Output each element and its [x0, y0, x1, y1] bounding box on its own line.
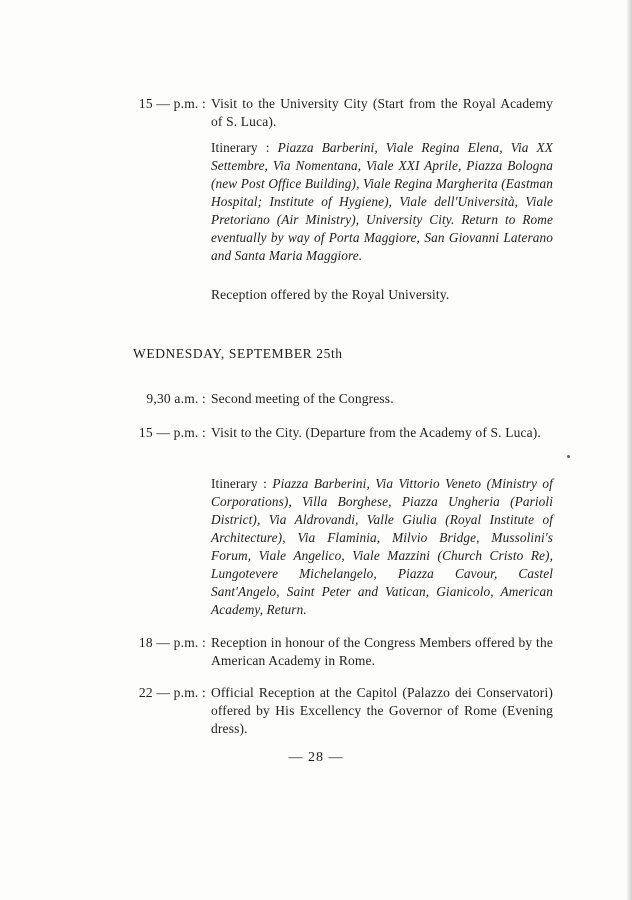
day-heading: WEDNESDAY, SEPTEMBER 25th: [133, 346, 343, 361]
entry-time: 15 — p.m. :: [138, 96, 206, 111]
itinerary-route: Piazza Barberini, Via Vittorio Veneto (Ministry of Corporations), Villa Borghese, Piazza Ungheria (Parioli District), Via Aldrovandi, Valle Giulia (Royal Institute of Architecture), Via Flaminia, Milvio Bridge, Mussolini's Forum, Viale Angelico, Viale Mazzini (Church Cristo Re), Lungotevere Michelangelo, Piazza Cavour, Castel Sant'Angelo, Saint Peter and Vatican, Gianicolo, American Academy, Return.: [211, 476, 553, 617]
entry-time: 18 — p.m. :: [138, 635, 206, 650]
entry-description: Visit to the University City (Start from the Royal Academy of S. Luca).: [211, 96, 553, 129]
paper-speck: [567, 455, 570, 458]
page-number: — 28 —: [288, 750, 344, 765]
itinerary-paragraph: [211, 139, 553, 265]
entry-time: 15 — p.m. :: [138, 425, 206, 440]
page-edge-shadow: [626, 0, 632, 900]
itinerary-paragraph: [211, 475, 553, 619]
entry-description: Reception in honour of the Congress Members offered by the American Academy in Rome.: [211, 635, 553, 668]
itinerary-label: Itinerary :: [211, 476, 267, 491]
itinerary-route: Piazza Barberini, Viale Regina Elena, Via XX Settembre, Via Nomentana, Viale XXI Aprile, Piazza Bologna (new Post Office Building), Viale Regina Margherita (Eastman Hospital; Institute of Hygiene), Viale dell'Università, Viale Pretoriano (Air Ministry), University City. Return to Rome eventually by way of Porta Maggiore, San Giovanni Laterano and Santa Maria Maggiore.: [211, 140, 553, 263]
entry-time: 22 — p.m. :: [138, 685, 206, 700]
entry-description: Second meeting of the Congress.: [211, 391, 394, 406]
entry-description: Visit to the City. (Departure from the Academy of S. Luca).: [211, 425, 541, 440]
itinerary-label: Itinerary :: [211, 140, 270, 155]
entry-description: Official Reception at the Capitol (Palazzo dei Conservatori) offered by His Excellency the Governor of Rome (Evening dress).: [211, 685, 553, 736]
entry-time: 9,30 a.m. :: [146, 391, 206, 406]
entry-note: Reception offered by the Royal University.: [211, 287, 450, 302]
